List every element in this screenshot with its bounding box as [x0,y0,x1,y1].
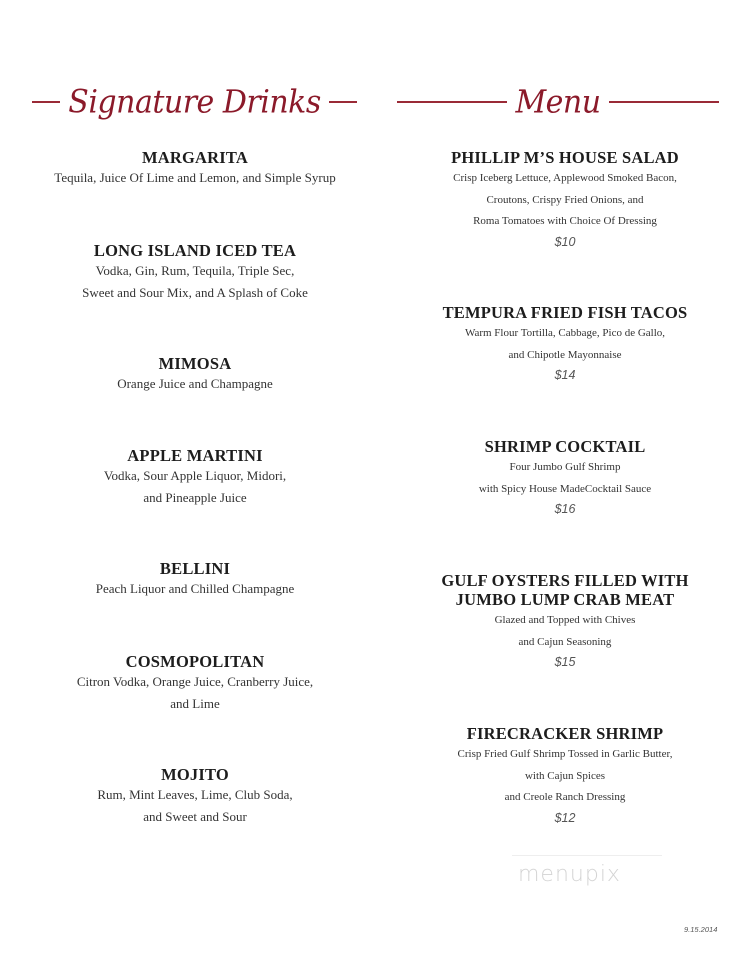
drink-name: COSMOPOLITAN [125,652,265,671]
drink-description: Vodka, Gin, Rum, Tequila, Triple Sec, [95,263,295,278]
menupix-watermark [512,855,662,887]
dish-name: GULF OYSTERS FILLED WITH [441,571,689,590]
dish-price: $15 [554,655,576,669]
dish-price: $16 [554,502,576,516]
dish-name: TEMPURA FRIED FISH TACOS [442,303,688,322]
menu-item [400,303,730,385]
signature-drinks-heading [32,82,357,122]
dish-description: Crisp Fried Gulf Shrimp Tossed in Garlic Butter, [457,748,673,760]
drink-name: MIMOSA [158,354,232,373]
drink-name: BELLINI [159,559,231,578]
drink-name: MARGARITA [142,148,248,167]
menu-item [400,724,730,828]
heading-rule-left [32,101,60,103]
dish-name: FIRECRACKER SHRIMP [466,724,664,743]
dish-name: SHRIMP COCKTAIL [484,437,646,456]
dish-description: Glazed and Topped with Chives [494,614,636,626]
dish-description: Crisp Iceberg Lettuce, Applewood Smoked Bacon, [453,172,677,184]
drink-name: MOJITO [161,765,229,784]
dish-description: and Cajun Seasoning [518,635,612,648]
menu-item [400,437,730,519]
drink-description: Orange Juice and Champagne [117,376,273,391]
drink-description: and Lime [170,695,220,711]
drink-item [20,241,370,303]
menu-item [400,571,730,672]
watermark-logo: menupix [518,862,621,887]
dish-description: Warm Flour Tortilla, Cabbage, Pico de Gallo, [464,327,666,339]
menu-heading [397,82,719,122]
drink-description: Citron Vodka, Orange Juice, Cranberry Juice, [76,674,314,689]
menu-item [400,148,730,252]
dish-name-line2: JUMBO LUMP CRAB MEAT [455,590,675,609]
dish-description: Four Jumbo Gulf Shrimp [509,461,621,473]
drink-item [20,559,370,600]
drink-item [20,354,370,395]
dish-price: $14 [554,368,576,382]
dish-description: and Chipotle Mayonnaise [508,348,622,361]
drink-item [20,765,370,827]
drink-description: Rum, Mint Leaves, Lime, Club Soda, [97,787,293,802]
dish-description: and Creole Ranch Dressing [504,791,626,803]
signature-drinks-title: Signature Drinks [68,83,321,121]
dish-price: $10 [554,234,576,249]
dish-description: Roma Tomatoes with Choice Of Dressing [473,215,657,227]
drink-name: LONG ISLAND ICED TEA [93,241,297,260]
watermark-rule [512,855,662,856]
drink-name: APPLE MARTINI [127,446,263,465]
dish-description: with Spicy House MadeCocktail Sauce [478,482,652,495]
dish-name: PHILLIP M’S HOUSE SALAD [451,148,679,167]
heading-rule-right [609,101,719,103]
drink-item [20,652,370,714]
drink-description: Vodka, Sour Apple Liquor, Midori, [103,468,287,483]
dish-description: Croutons, Crispy Fried Onions, and [486,193,644,206]
menu-title: Menu [515,83,601,121]
drink-description: and Pineapple Juice [143,489,247,505]
drink-description: Peach Liquor and Chilled Champagne [95,581,295,596]
drink-description: and Sweet and Sour [143,808,247,824]
drink-item [20,446,370,508]
heading-rule-right [329,101,357,103]
drink-description: Tequila, Juice Of Lime and Lemon, and Simple Syrup [54,170,336,185]
dish-description: with Cajun Spices [524,769,606,782]
date-stamp: 9.15.2014 [684,925,718,934]
drink-item [20,148,370,189]
dish-price: $12 [554,810,576,825]
heading-rule-left [397,101,507,103]
drink-description: Sweet and Sour Mix, and A Splash of Coke [82,284,308,300]
